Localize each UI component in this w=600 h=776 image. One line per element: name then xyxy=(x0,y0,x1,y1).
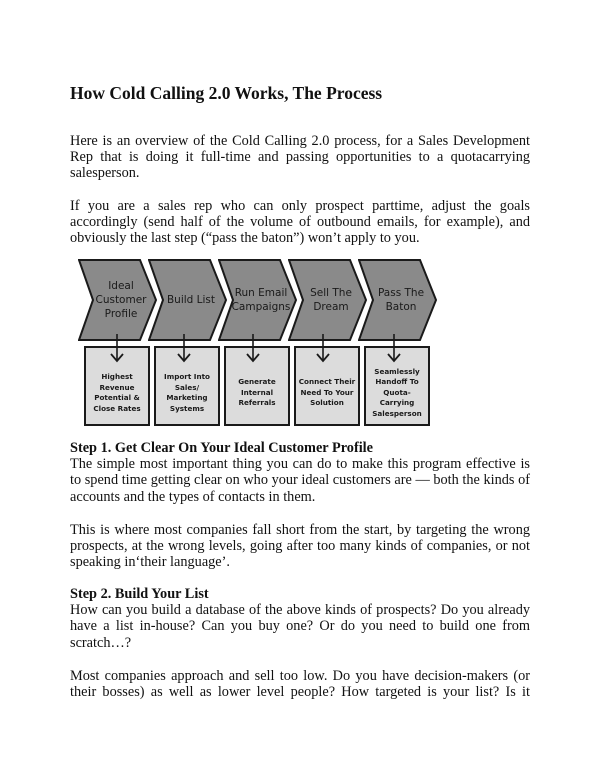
chevron-stage-3 xyxy=(218,259,298,341)
down-arrow-icon xyxy=(387,334,401,364)
stage-label: Pass The Baton xyxy=(377,287,425,313)
process-diagram xyxy=(78,258,440,430)
step-2-heading: Step 2. Build Your List xyxy=(70,586,209,602)
stage-label: Run Email Campaigns xyxy=(231,287,291,313)
detail-text: Generate Internal Referrals xyxy=(238,377,276,408)
step-2-paragraph-1: How can you build a database of the above kinds of prospects? Do you already have a list in-house? Can you buy one? Or do you need to build one from scratch…? xyxy=(70,602,530,651)
stage-label: Build List xyxy=(166,294,216,306)
step-1-heading: Step 1. Get Clear On Your Ideal Customer Profile xyxy=(70,440,373,456)
chevron-stage-4 xyxy=(288,259,368,341)
down-arrow-icon xyxy=(246,334,260,364)
down-arrow-icon xyxy=(110,334,124,364)
detail-text: Seamlessly Handoff To Quota-Carrying Salesperson xyxy=(372,366,422,418)
step-1-paragraph-2-block xyxy=(70,522,530,571)
down-arrow-icon xyxy=(316,334,330,364)
step-1-section xyxy=(70,440,530,505)
step-2-paragraph-2-block xyxy=(70,668,530,700)
detail-text: Highest Revenue Potential & Close Rates xyxy=(93,372,141,413)
intro-paragraph-2: If you are a sales rep who can only prospect parttime, adjust the goals accordingly (send half of the volume of outbound emails, for example), and obviously the last step (“pass the baton”) won’t apply to you. xyxy=(70,198,530,247)
detail-text: Import Into Sales/ Marketing Systems xyxy=(164,372,210,413)
stage-label: Ideal Customer Profile xyxy=(95,280,147,320)
chevron-stage-2 xyxy=(148,259,228,341)
page-title: How Cold Calling 2.0 Works, The Process xyxy=(70,83,383,103)
chevron-stage-5 xyxy=(358,259,438,341)
stage-label: Sell The Dream xyxy=(310,287,352,313)
intro-paragraph-1: Here is an overview of the Cold Calling 2.0 process, for a Sales Development Rep that is doing it full-time and passing opportunities to a quotacarrying salesperson. xyxy=(70,133,530,182)
step-1-paragraph-1: The simple most important thing you can do to make this program effective is to spend time getting clear on who your ideal customers are — both the kinds of accounts and the types of contacts in them. xyxy=(70,456,530,505)
step-1-paragraph-2: This is where most companies fall short from the start, by targeting the wrong prospects, at the wrong levels, going after too many kinds of companies, or not speaking in‘their language’. xyxy=(70,522,530,571)
step-2-paragraph-2: Most companies approach and sell too low. Do you have decision-makers (or their bosses) as well as lower level people? How targeted is your list? Is it xyxy=(70,668,530,701)
chevron-stage-1 xyxy=(78,259,158,341)
detail-text: Connect Their Need To Your Solution xyxy=(298,377,356,408)
step-2-section xyxy=(70,586,530,651)
down-arrow-icon xyxy=(177,334,191,364)
